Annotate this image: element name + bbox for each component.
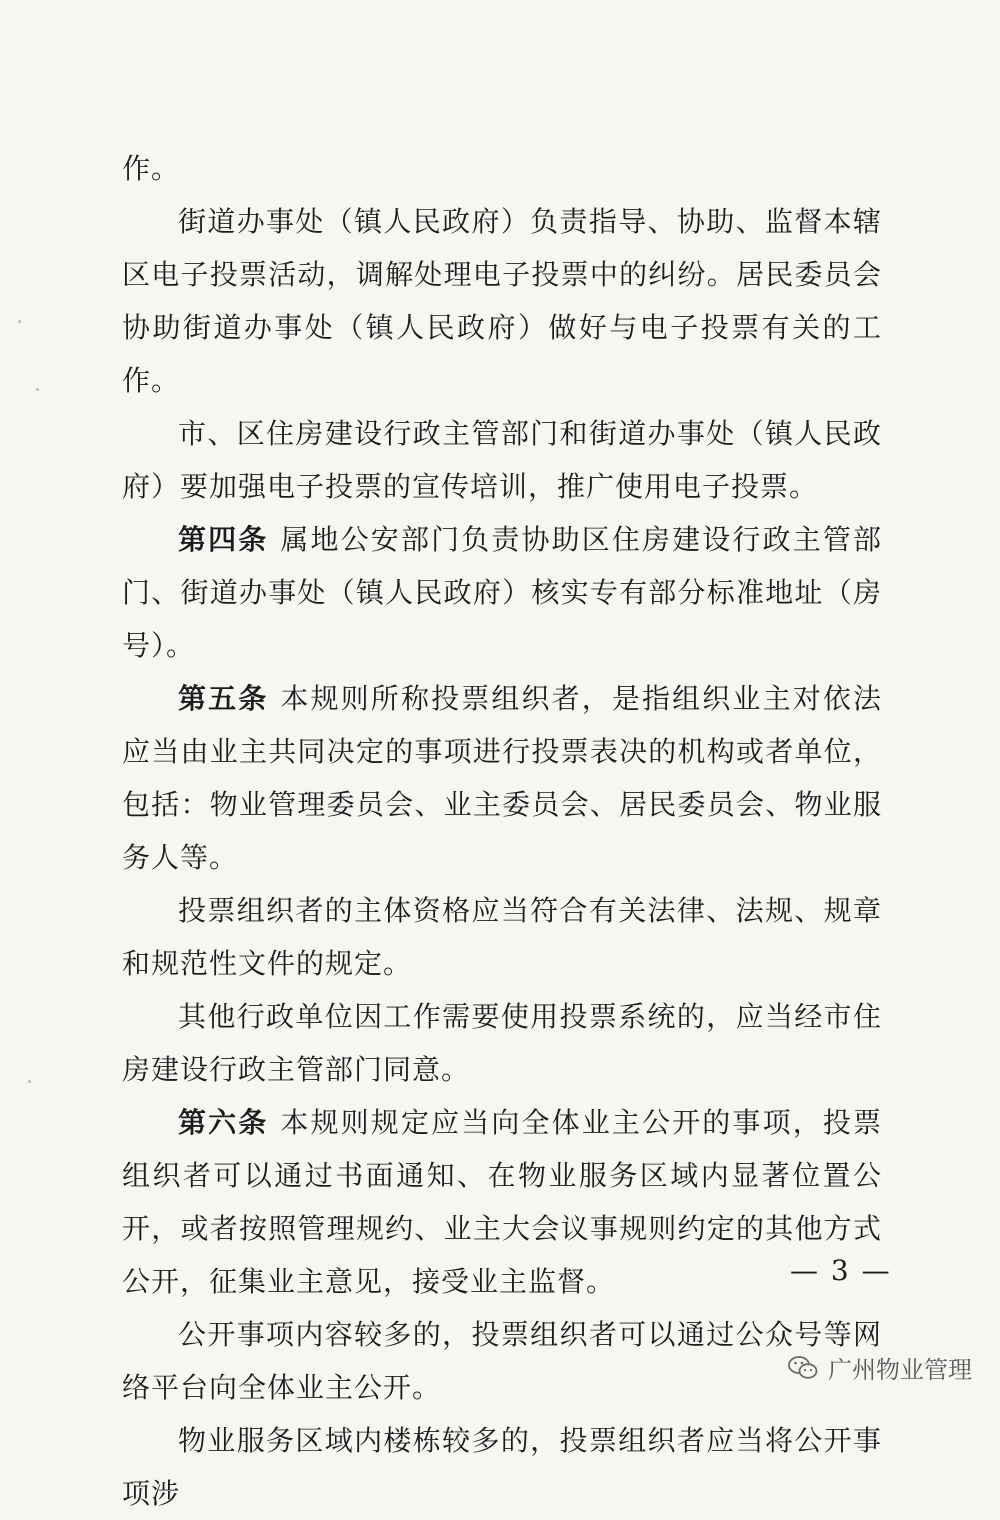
paragraph — [122, 142, 882, 195]
watermark — [788, 1350, 972, 1385]
paragraph — [122, 513, 882, 672]
paragraph-text: 物业服务区域内楼栋较多的，投票组织者应当将公开事项涉 — [122, 1424, 882, 1510]
paragraph-text: 属地公安部门负责协助区住房建设行政主管部门、街道办事处（镇人民政府）核实专有部分标准地址（房号）。 — [122, 523, 882, 662]
page-number: — 3 — — [790, 1254, 892, 1287]
paragraph — [122, 195, 882, 407]
wechat-icon — [788, 1355, 818, 1381]
scan-speck — [36, 388, 39, 391]
paragraph-text: 本规则所称投票组织者，是指组织业主对依法应当由业主共同决定的事项进行投票表决的机构或者单位，包括：物业管理委员会、业主委员会、居民委员会、物业服务人等。 — [122, 682, 882, 874]
paragraph-text: 市、区住房建设行政主管部门和街道办事处（镇人民政府）要加强电子投票的宣传培训，推广使用电子投票。 — [122, 417, 882, 503]
paragraph-text: 作。 — [122, 152, 181, 185]
paragraph — [122, 1308, 882, 1414]
paragraph — [122, 407, 882, 513]
article-number: 第五条 — [178, 682, 269, 715]
paragraph — [122, 884, 882, 990]
scan-speck — [28, 1080, 31, 1083]
watermark-text: 广州物业管理 — [828, 1356, 972, 1384]
paragraph-text: 本规则规定应当向全体业主公开的事项，投票组织者可以通过书面通知、在物业服务区域内显著位置公开，或者按照管理规约、业主大会议事规则约定的其他方式公开，征集业主意见，接受业主监督。 — [122, 1106, 882, 1298]
paragraph — [122, 1414, 882, 1520]
paragraph-text: 街道办事处（镇人民政府）负责指导、协助、监督本辖区电子投票活动，调解处理电子投票中的纠纷。居民委员会协助街道办事处（镇人民政府）做好与电子投票有关的工作。 — [122, 205, 882, 397]
article-number: 第四条 — [178, 523, 269, 556]
paragraph — [122, 672, 882, 884]
scan-speck — [18, 320, 21, 323]
paragraph — [122, 1096, 882, 1308]
article-number: 第六条 — [178, 1106, 269, 1139]
paragraph — [122, 990, 882, 1096]
paragraph-text: 其他行政单位因工作需要使用投票系统的，应当经市住房建设行政主管部门同意。 — [122, 1000, 882, 1086]
paragraph-text: 投票组织者的主体资格应当符合有关法律、法规、规章和规范性文件的规定。 — [122, 894, 882, 980]
document-body — [122, 142, 882, 1520]
paragraph-text: 公开事项内容较多的，投票组织者可以通过公众号等网络平台向全体业主公开。 — [122, 1318, 882, 1404]
